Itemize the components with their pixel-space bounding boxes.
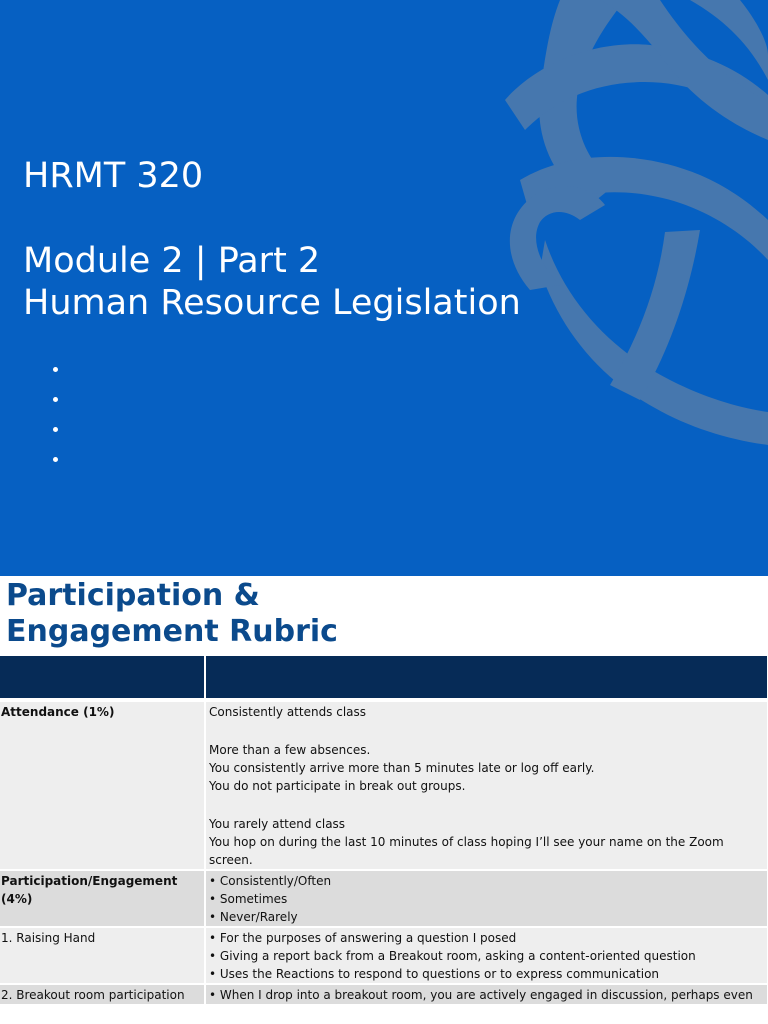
description-line: More than a few absences. bbox=[209, 743, 371, 757]
table-header-cell bbox=[0, 656, 205, 700]
rubric-table bbox=[0, 656, 768, 1006]
table-row bbox=[0, 870, 768, 927]
description-line: You rarely attend class bbox=[209, 817, 346, 831]
table-header-row bbox=[0, 656, 768, 700]
description-cell bbox=[205, 984, 768, 1005]
bullet-item bbox=[44, 356, 64, 386]
rubric-slide bbox=[0, 576, 768, 1024]
empty-bullet-list bbox=[44, 356, 64, 476]
description-line bbox=[209, 795, 764, 815]
bullet-item bbox=[44, 386, 64, 416]
description-line bbox=[209, 721, 764, 741]
module-label: Module 2 | Part 2 bbox=[23, 241, 321, 281]
module-topic: Human Resource Legislation bbox=[23, 283, 521, 323]
rubric-title-line2: Engagement Rubric bbox=[6, 614, 338, 649]
category-participation: Participation/Engagement (4%) bbox=[0, 870, 205, 927]
description-cell bbox=[205, 927, 768, 984]
description-cell bbox=[205, 870, 768, 927]
description-line: • Sometimes bbox=[209, 892, 288, 906]
description-line: • Uses the Reactions to respond to questions or to express communication bbox=[209, 967, 660, 981]
course-code: HRMT 320 bbox=[23, 156, 204, 196]
bullet-item bbox=[44, 446, 64, 476]
category-breakout-room: 2. Breakout room participation bbox=[0, 984, 205, 1005]
description-cell bbox=[205, 700, 768, 870]
description-line: You do not participate in break out groups. bbox=[209, 779, 466, 793]
table-row bbox=[0, 984, 768, 1005]
description-line: • Consistently/Often bbox=[209, 874, 332, 888]
rubric-title bbox=[6, 578, 338, 650]
description-line: You consistently arrive more than 5 minutes late or log off early. bbox=[209, 761, 595, 775]
description-line: • When I drop into a breakout room, you are actively engaged in discussion, perhaps even bbox=[209, 988, 753, 1002]
module-subtitle bbox=[23, 240, 521, 324]
table-header-cell bbox=[205, 656, 768, 700]
description-line: screen. bbox=[209, 853, 253, 867]
category-raising-hand: 1. Raising Hand bbox=[0, 927, 205, 984]
description-line: Consistently attends class bbox=[209, 705, 367, 719]
rubric-title-line1: Participation & bbox=[6, 578, 260, 613]
description-line: • Never/Rarely bbox=[209, 910, 298, 924]
bullet-item bbox=[44, 416, 64, 446]
description-line: • For the purposes of answering a question I posed bbox=[209, 931, 517, 945]
description-line: You hop on during the last 10 minutes of class hoping I’ll see your name on the Zoom bbox=[209, 835, 724, 849]
category-attendance: Attendance (1%) bbox=[0, 700, 205, 870]
table-row bbox=[0, 700, 768, 870]
table-row bbox=[0, 927, 768, 984]
description-line: • Giving a report back from a Breakout room, asking a content-oriented question bbox=[209, 949, 696, 963]
